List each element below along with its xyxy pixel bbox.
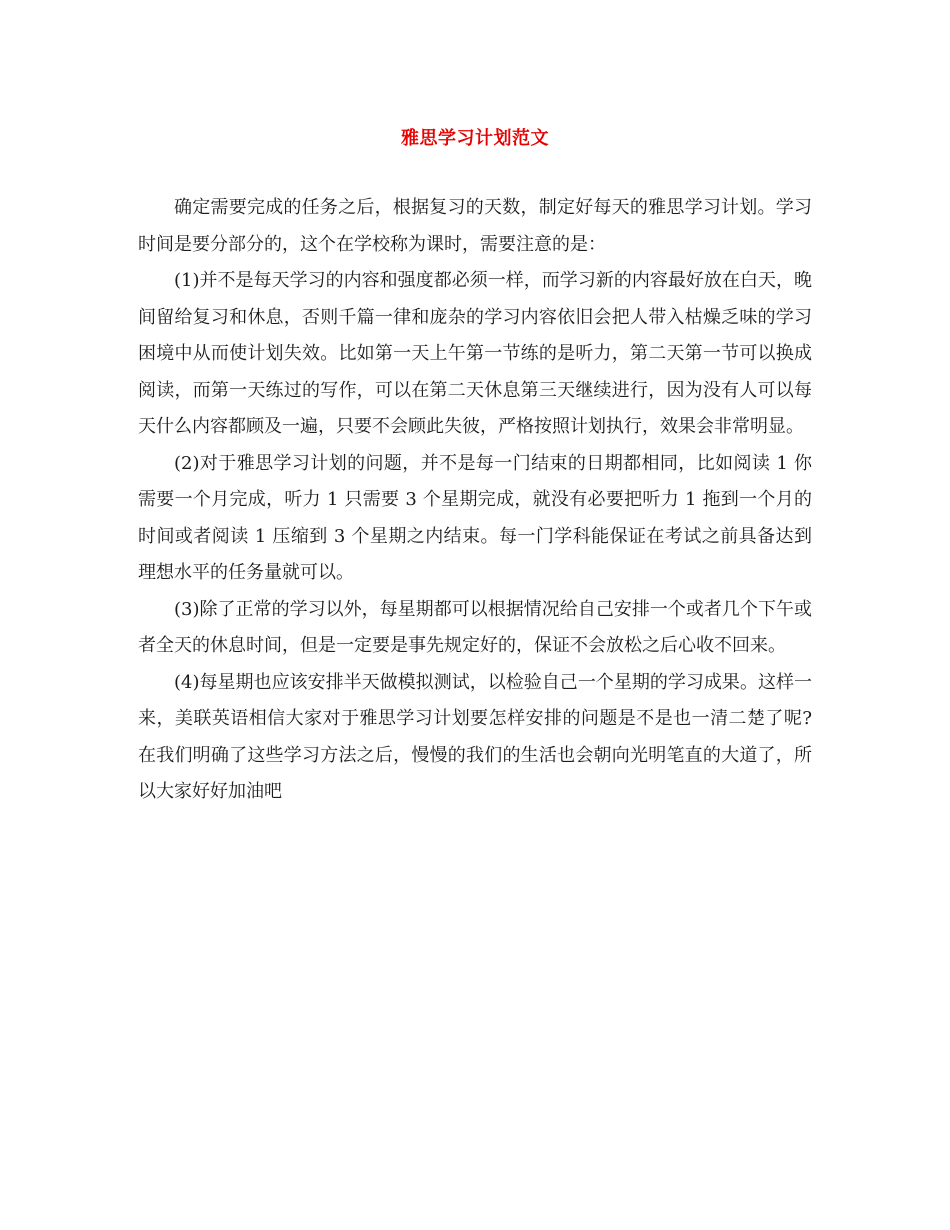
paragraph-intro: 确定需要完成的任务之后，根据复习的天数，制定好每天的雅思学习计划。学习时间是要分部分的，这个在学校称为课时，需要注意的是： bbox=[138, 197, 812, 255]
document-title: 雅思学习计划范文 bbox=[401, 128, 549, 149]
paragraph-point-4: (4)每星期也应该安排半天做模拟测试，以检验自己一个星期的学习成果。这样一来，美联英语相信大家对于雅思学习计划要怎样安排的问题是不是也一清二楚了呢?在我们明确了这些学习方法之后，慢慢的我们的生活也会朝向光明笔直的大道了，所以大家好好加油吧 bbox=[138, 671, 812, 802]
paragraph-point-1: (1)并不是每天学习的内容和强度都必须一样，而学习新的内容最好放在白天，晚间留给复习和休息，否则千篇一律和庞杂的学习内容依旧会把人带入枯燥乏味的学习困境中从而使计划失效。比如第一天上午第一节练的是听力，第二天第一节可以换成阅读，而第一天练过的写作，可以在第二天休息第三天继续进行，因为没有人可以每天什么内容都顾及一遍，只要不会顾此失彼，严格按照计划执行，效果会非常明显。 bbox=[138, 270, 812, 437]
paragraph-point-2: (2)对于雅思学习计划的问题，并不是每一门结束的日期都相同，比如阅读 1 你需要一个月完成，听力 1 只需要 3 个星期完成，就没有必要把听力 1 拖到一个月的时间或者阅读 1 压缩到 3 个星期之内结束。每一门学科能保证在考试之前具备达到理想水平的任务量就可以。 bbox=[138, 452, 812, 583]
paragraph-point-3: (3)除了正常的学习以外，每星期都可以根据情况给自己安排一个或者几个下午或者全天的休息时间，但是一定要是事先规定好的，保证不会放松之后心收不回来。 bbox=[138, 598, 812, 656]
document-body bbox=[138, 190, 812, 811]
